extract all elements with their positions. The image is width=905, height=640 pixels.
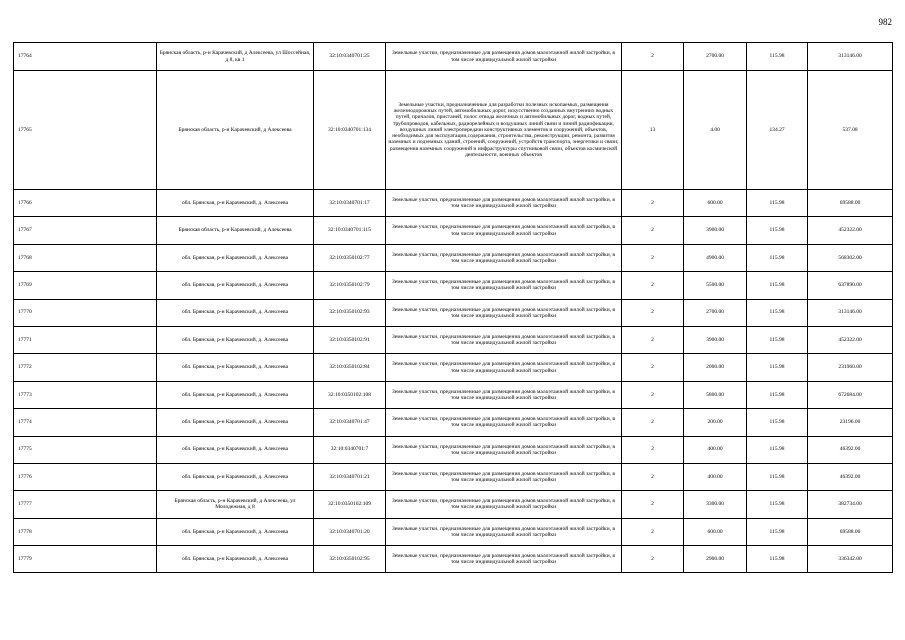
- row-group: 2: [622, 244, 684, 271]
- row-cadastral-value: 69588.00: [808, 190, 893, 217]
- row-land-purpose: Земельные участки, предназначенные для размещения домов малоэтажной жилой застройки, в том числе индивидуальной жилой застройки: [386, 381, 622, 408]
- row-id: 17768: [14, 244, 157, 271]
- row-group: 2: [622, 463, 684, 490]
- row-cadastral-number: 32:10:0340701:134: [314, 71, 386, 190]
- table-row: [14, 546, 893, 573]
- row-area: 3900.00: [684, 217, 747, 244]
- row-cadastral-number: 32:10:0350102:77: [314, 244, 386, 271]
- row-area: 5500.00: [684, 272, 747, 299]
- row-land-purpose: Земельные участки, предназначенные для разработки полезных ископаемых, размещения железнодорожных путей, автомобильных дорог, искусственно созданных внутренних водных путей, причалов, пристаней, полос отвода железных и автомобильных дорог, водных путей, трубопроводов, кабельных, радиорелейных и воздушных линий связи и линий радиофикации, воздушных линий электропередачи конструктивных элементов и сооружений, объектов, необходимых для эксплуатации,содержания, строительства, реконструкции, ремонта, развития наземных и подземных зданий, строений, сооружений, устройств транспорта, энергетики и связи; размещения наземных сооружений и инфраструктуры спутниковой связи, объектов космической деятельности, военных объектов: [386, 71, 622, 190]
- row-address: Брянская область, р-н Карачевский, д Алексеева: [157, 71, 314, 190]
- row-cadastral-value: 46392.00: [808, 463, 893, 490]
- cadastral-registry-table: [13, 42, 893, 573]
- row-rate: 115.98: [747, 326, 808, 353]
- row-area: 5800.00: [684, 381, 747, 408]
- row-land-purpose: Земельные участки, предназначенные для размещения домов малоэтажной жилой застройки, в том числе индивидуальной жилой застройки: [386, 436, 622, 463]
- row-address: обл. Брянская, р-н Карачевский, д. Алексеева: [157, 326, 314, 353]
- row-group: 2: [622, 409, 684, 436]
- row-rate: 115.98: [747, 272, 808, 299]
- row-cadastral-value: 313146.00: [808, 299, 893, 326]
- row-area: 3300.00: [684, 491, 747, 518]
- registry-body: [14, 43, 893, 573]
- row-rate: 115.98: [747, 546, 808, 573]
- table-row: [14, 244, 893, 271]
- row-rate: 115.98: [747, 518, 808, 545]
- row-group: 2: [622, 43, 684, 71]
- row-group: 2: [622, 272, 684, 299]
- row-cadastral-number: 32:10:0340701:20: [314, 518, 386, 545]
- row-id: 17767: [14, 217, 157, 244]
- row-land-purpose: Земельные участки, предназначенные для размещения домов малоэтажной жилой застройки, в том числе индивидуальной жилой застройки: [386, 299, 622, 326]
- row-cadastral-number: 32:10:0350102:108: [314, 381, 386, 408]
- row-rate: 115.98: [747, 299, 808, 326]
- row-group: 2: [622, 326, 684, 353]
- row-rate: 115.98: [747, 491, 808, 518]
- row-id: 17779: [14, 546, 157, 573]
- row-land-purpose: Земельные участки, предназначенные для размещения домов малоэтажной жилой застройки, в том числе индивидуальной жилой застройки: [386, 463, 622, 490]
- row-land-purpose: Земельные участки, предназначенные для размещения домов малоэтажной жилой застройки, в том числе индивидуальной жилой застройки: [386, 190, 622, 217]
- table-row: [14, 491, 893, 518]
- row-land-purpose: Земельные участки, предназначенные для размещения домов малоэтажной жилой застройки, в том числе индивидуальной жилой застройки: [386, 326, 622, 353]
- row-id: 17766: [14, 190, 157, 217]
- row-cadastral-value: 537.08: [808, 71, 893, 190]
- row-area: 400.00: [684, 436, 747, 463]
- row-rate: 115.98: [747, 436, 808, 463]
- table-row: [14, 463, 893, 490]
- row-group: 2: [622, 381, 684, 408]
- row-cadastral-value: 568302.00: [808, 244, 893, 271]
- row-rate: 115.98: [747, 190, 808, 217]
- page-number: 982: [878, 17, 892, 27]
- row-cadastral-number: 32:10:0350102:93: [314, 299, 386, 326]
- row-rate: 115.98: [747, 381, 808, 408]
- row-land-purpose: Земельные участки, предназначенные для размещения домов малоэтажной жилой застройки, в том числе индивидуальной жилой застройки: [386, 272, 622, 299]
- table-row: [14, 381, 893, 408]
- row-group: 13: [622, 71, 684, 190]
- row-area: 600.00: [684, 518, 747, 545]
- row-address: обл. Брянская, р-н Карачевский, д. Алексеева: [157, 354, 314, 381]
- row-cadastral-value: 23196.00: [808, 409, 893, 436]
- row-area: 2700.00: [684, 299, 747, 326]
- row-cadastral-value: 452322.00: [808, 217, 893, 244]
- row-group: 2: [622, 354, 684, 381]
- row-cadastral-value: 69588.00: [808, 518, 893, 545]
- row-cadastral-value: 46392.00: [808, 436, 893, 463]
- row-area: 2900.00: [684, 546, 747, 573]
- row-area: 600.00: [684, 190, 747, 217]
- row-cadastral-number: 32:10:0340701:115: [314, 217, 386, 244]
- row-group: 2: [622, 436, 684, 463]
- row-address: обл. Брянская, р-н Карачевский, д. Алексеева: [157, 546, 314, 573]
- row-land-purpose: Земельные участки, предназначенные для размещения домов малоэтажной жилой застройки, в том числе индивидуальной жилой застройки: [386, 217, 622, 244]
- row-area: 2700.00: [684, 43, 747, 71]
- row-address: обл. Брянская, р-н Карачевский, д. Алексеева: [157, 381, 314, 408]
- row-rate: 115.98: [747, 43, 808, 71]
- row-cadastral-number: 32:10:0340701:25: [314, 43, 386, 71]
- row-cadastral-number: 32:10:0350102:84: [314, 354, 386, 381]
- row-address: обл. Брянская, р-н Карачевский, д. Алексеева: [157, 463, 314, 490]
- row-cadastral-number: 32:10:0350102:91: [314, 326, 386, 353]
- row-cadastral-value: 231960.00: [808, 354, 893, 381]
- row-land-purpose: Земельные участки, предназначенные для размещения домов малоэтажной жилой застройки, в том числе индивидуальной жилой застройки: [386, 518, 622, 545]
- table-row: [14, 299, 893, 326]
- row-cadastral-value: 672684.00: [808, 381, 893, 408]
- row-cadastral-value: 637890.00: [808, 272, 893, 299]
- row-address: обл. Брянская, р-н Карачевский, д. Алексеева: [157, 436, 314, 463]
- row-rate: 134.27: [747, 71, 808, 190]
- row-rate: 115.98: [747, 463, 808, 490]
- row-address: Брянская область, р-н Карачевский, д Алексеева: [157, 217, 314, 244]
- row-cadastral-value: 336342.00: [808, 546, 893, 573]
- row-cadastral-number: 32:10:0350102:79: [314, 272, 386, 299]
- row-land-purpose: Земельные участки, предназначенные для размещения домов малоэтажной жилой застройки, в том числе индивидуальной жилой застройки: [386, 43, 622, 71]
- row-address: обл. Брянская, р-н Карачевский, д. Алексеева: [157, 272, 314, 299]
- table-row: [14, 71, 893, 190]
- row-id: 17778: [14, 518, 157, 545]
- row-id: 17777: [14, 491, 157, 518]
- row-land-purpose: Земельные участки, предназначенные для размещения домов малоэтажной жилой застройки, в том числе индивидуальной жилой застройки: [386, 409, 622, 436]
- row-group: 2: [622, 190, 684, 217]
- row-area: 200.00: [684, 409, 747, 436]
- row-cadastral-number: 32:10:0350102:95: [314, 546, 386, 573]
- table-row: [14, 272, 893, 299]
- row-group: 2: [622, 491, 684, 518]
- row-cadastral-value: 313146.00: [808, 43, 893, 71]
- row-cadastral-number: 32:10:0350102:109: [314, 491, 386, 518]
- row-address: обл. Брянская, р-н Карачевский, д. Алексеева: [157, 190, 314, 217]
- row-group: 2: [622, 518, 684, 545]
- row-address: Брянская область, р-н Карачевский, д Алексеева, ул Шоссейная, д 8, кв 1: [157, 43, 314, 71]
- table-row: [14, 436, 893, 463]
- row-group: 2: [622, 299, 684, 326]
- table-row: [14, 326, 893, 353]
- row-id: 17774: [14, 409, 157, 436]
- row-id: 17771: [14, 326, 157, 353]
- row-area: 4900.00: [684, 244, 747, 271]
- table-row: [14, 518, 893, 545]
- row-id: 17770: [14, 299, 157, 326]
- table-row: [14, 409, 893, 436]
- row-cadastral-value: 452322.00: [808, 326, 893, 353]
- row-address: обл. Брянская, р-н Карачевский, д. Алексеева: [157, 409, 314, 436]
- row-area: 2000.00: [684, 354, 747, 381]
- row-rate: 115.98: [747, 409, 808, 436]
- table-row: [14, 43, 893, 71]
- row-id: 17776: [14, 463, 157, 490]
- row-land-purpose: Земельные участки, предназначенные для размещения домов малоэтажной жилой застройки, в том числе индивидуальной жилой застройки: [386, 491, 622, 518]
- row-area: 4.00: [684, 71, 747, 190]
- row-address: обл. Брянская, р-н Карачевский, д. Алексеева: [157, 518, 314, 545]
- table-row: [14, 354, 893, 381]
- row-area: 3900.00: [684, 326, 747, 353]
- row-land-purpose: Земельные участки, предназначенные для размещения домов малоэтажной жилой застройки, в том числе индивидуальной жилой застройки: [386, 354, 622, 381]
- row-group: 2: [622, 217, 684, 244]
- row-rate: 115.98: [747, 244, 808, 271]
- row-cadastral-number: 32:10:0340701:7: [314, 436, 386, 463]
- row-rate: 115.98: [747, 217, 808, 244]
- row-cadastral-number: 32:10:0340701:47: [314, 409, 386, 436]
- row-id: 17773: [14, 381, 157, 408]
- row-cadastral-value: 382734.00: [808, 491, 893, 518]
- row-address: Брянская область, р-н Карачевский, д Алексеева, ул Молодежная, д 8: [157, 491, 314, 518]
- row-land-purpose: Земельные участки, предназначенные для размещения домов малоэтажной жилой застройки, в том числе индивидуальной жилой застройки: [386, 546, 622, 573]
- row-land-purpose: Земельные участки, предназначенные для размещения домов малоэтажной жилой застройки, в том числе индивидуальной жилой застройки: [386, 244, 622, 271]
- row-address: обл. Брянская, р-н Карачевский, д. Алексеева: [157, 244, 314, 271]
- row-id: 17764: [14, 43, 157, 71]
- table-row: [14, 190, 893, 217]
- row-address: обл. Брянская, р-н Карачевский, д. Алексеева: [157, 299, 314, 326]
- row-id: 17769: [14, 272, 157, 299]
- row-cadastral-number: 32:10:0340701:17: [314, 190, 386, 217]
- row-id: 17775: [14, 436, 157, 463]
- row-cadastral-number: 32:10:0340701:21: [314, 463, 386, 490]
- row-group: 2: [622, 546, 684, 573]
- row-area: 400.00: [684, 463, 747, 490]
- table-row: [14, 217, 893, 244]
- row-rate: 115.98: [747, 354, 808, 381]
- row-id: 17772: [14, 354, 157, 381]
- row-id: 17765: [14, 71, 157, 190]
